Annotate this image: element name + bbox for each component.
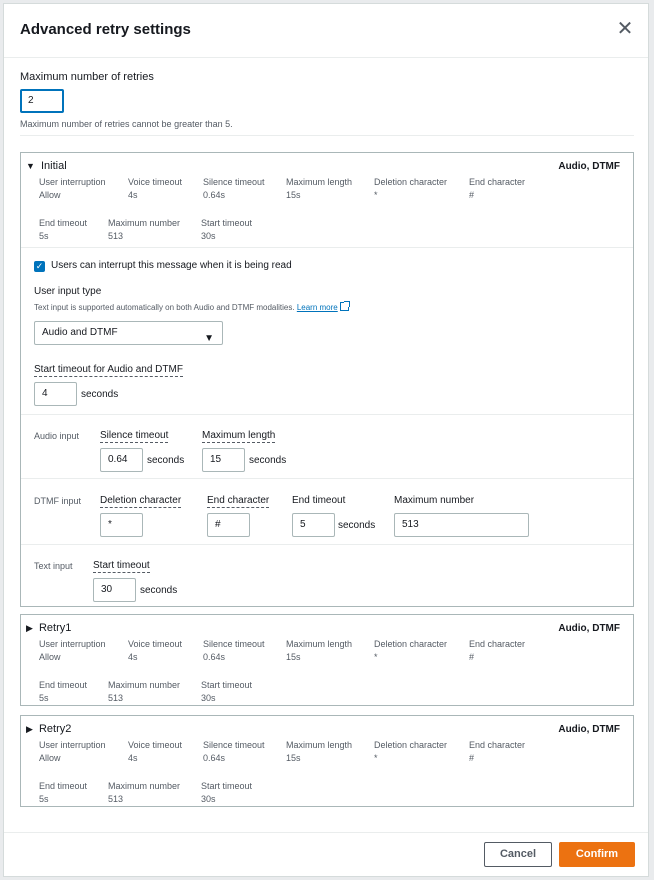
summary-label: Start timeout <box>201 781 253 791</box>
summary-value: Allow <box>39 753 61 763</box>
seconds-unit: seconds <box>81 389 119 400</box>
silence-timeout-input[interactable]: 0.64 <box>100 448 143 472</box>
caret-down-icon: ▼ <box>26 161 35 171</box>
summary-label: Deletion character <box>374 639 448 649</box>
summary-label: Silence timeout <box>203 639 265 649</box>
divider <box>21 544 633 545</box>
user-input-type-desc <box>34 301 349 312</box>
user-input-type-desc-text: Text input is supported automatically on both Audio and DTMF modalities. <box>34 303 295 312</box>
end-character-label-wrap <box>207 495 269 506</box>
maximum-number-label: Maximum number <box>394 495 475 506</box>
summary-value: Allow <box>39 190 61 200</box>
summary-value: * <box>374 190 378 200</box>
summary-label: Voice timeout <box>128 639 183 649</box>
maximum-length-input[interactable]: 15 <box>202 448 245 472</box>
summary-value: 5s <box>39 231 49 241</box>
summary-label: End character <box>469 177 526 187</box>
seconds-unit: seconds <box>140 585 178 596</box>
summary-label: Maximum length <box>286 740 353 750</box>
summary-label: User interruption <box>39 740 106 750</box>
summary-value: * <box>374 652 378 662</box>
summary-label: Maximum number <box>108 781 181 791</box>
panel-initial-header[interactable] <box>26 160 67 172</box>
summary-label: End timeout <box>39 781 88 791</box>
deletion-character-label-wrap <box>100 495 181 506</box>
end-character-label: End character <box>207 495 270 506</box>
start-timeout-input[interactable]: 4 <box>34 382 77 406</box>
panel-modality: Audio, DTMF <box>558 623 620 634</box>
interrupt-checkbox-label: Users can interrupt this message when it is being read <box>51 260 292 271</box>
dtmf-input-section-label: DTMF input <box>34 496 82 506</box>
summary-value: # <box>469 190 475 200</box>
summary-value: 30s <box>201 693 216 703</box>
summary-value: 4s <box>128 753 138 763</box>
panel-modality: Audio, DTMF <box>558 724 620 735</box>
text-start-timeout-input[interactable]: 30 <box>93 578 136 602</box>
divider <box>21 247 633 248</box>
footer-divider <box>4 832 648 833</box>
panel-retry1-header[interactable] <box>26 622 71 634</box>
summary-label: Start timeout <box>201 680 253 690</box>
seconds-unit: seconds <box>147 455 185 466</box>
max-retries-hint: Maximum number of retries cannot be greater than 5. <box>20 119 233 129</box>
max-retries-label: Maximum number of retries <box>20 71 154 83</box>
seconds-unit: seconds <box>249 455 287 466</box>
summary-value: 0.64s <box>203 753 226 763</box>
summary-label: End character <box>469 639 526 649</box>
interrupt-checkbox[interactable]: ✓ <box>35 261 44 271</box>
panel-title: Retry2 <box>38 723 72 735</box>
summary-value: 4s <box>128 652 138 662</box>
summary-label: Deletion character <box>374 177 448 187</box>
panel-retry1 <box>20 614 634 706</box>
start-timeout-label-wrap <box>34 364 183 375</box>
caret-right-icon: ▶ <box>26 623 33 633</box>
summary-value: 4s <box>128 190 138 200</box>
summary-label: Deletion character <box>374 740 448 750</box>
close-icon[interactable]: ✕ <box>616 18 634 40</box>
summary-label: Maximum number <box>108 680 181 690</box>
text-start-timeout-label: Start timeout <box>93 560 150 571</box>
summary-label: Voice timeout <box>128 740 183 750</box>
divider <box>20 135 634 136</box>
summary-label: Silence timeout <box>203 177 265 187</box>
summary-value: 15s <box>286 753 301 763</box>
panel-modality: Audio, DTMF <box>558 161 620 172</box>
silence-timeout-label: Silence timeout <box>100 430 169 441</box>
divider <box>21 414 633 415</box>
summary-value: * <box>374 753 378 763</box>
summary-label: End timeout <box>39 218 88 228</box>
modal-title: Advanced retry settings <box>20 21 191 38</box>
summary-label: Silence timeout <box>203 740 265 750</box>
summary-value: 5s <box>39 693 49 703</box>
confirm-button[interactable]: Confirm <box>559 842 635 867</box>
summary-value: 0.64s <box>203 652 226 662</box>
panel-title: Retry1 <box>38 622 72 634</box>
summary-value: 0.64s <box>203 190 226 200</box>
summary-label: Maximum number <box>108 218 181 228</box>
external-link-icon <box>340 302 349 311</box>
user-input-type-value: Audio and DTMF <box>42 327 118 338</box>
summary-label: User interruption <box>39 639 106 649</box>
divider <box>21 478 633 479</box>
end-timeout-label: End timeout <box>292 495 346 506</box>
caret-down-icon: ▼ <box>204 333 214 344</box>
summary-value: 513 <box>108 693 124 703</box>
audio-input-section-label: Audio input <box>34 431 80 441</box>
summary-value: Allow <box>39 652 61 662</box>
summary-value: 15s <box>286 190 301 200</box>
panel-retry2-header[interactable] <box>26 723 71 735</box>
user-input-type-label: User input type <box>34 286 102 297</box>
seconds-unit: seconds <box>338 520 376 531</box>
summary-label: Maximum length <box>286 177 353 187</box>
summary-value: 5s <box>39 794 49 804</box>
summary-value: # <box>469 753 475 763</box>
panel-title: Initial <box>40 160 67 172</box>
summary-value: 30s <box>201 794 216 804</box>
advanced-retry-settings-modal <box>3 3 649 877</box>
summary-value: # <box>469 652 475 662</box>
summary-label: End character <box>469 740 526 750</box>
deletion-character-input[interactable]: * <box>100 513 143 537</box>
user-input-type-select[interactable] <box>34 321 223 345</box>
text-start-timeout-label-wrap <box>93 560 150 571</box>
maximum-number-input[interactable]: 513 <box>394 513 529 537</box>
summary-value: 15s <box>286 652 301 662</box>
silence-timeout-label-wrap <box>100 430 168 441</box>
cancel-button[interactable]: Cancel <box>484 842 552 867</box>
summary-label: End timeout <box>39 680 88 690</box>
maximum-length-label-wrap <box>202 430 275 441</box>
deletion-character-label: Deletion character <box>100 495 182 506</box>
text-input-section-label: Text input <box>34 561 73 571</box>
maximum-length-label: Maximum length <box>202 430 276 441</box>
summary-value: 30s <box>201 231 216 241</box>
summary-label: Maximum length <box>286 639 353 649</box>
panel-initial <box>20 152 634 607</box>
start-timeout-label: Start timeout for Audio and DTMF <box>34 364 183 375</box>
summary-label: User interruption <box>39 177 106 187</box>
summary-value: 513 <box>108 794 124 804</box>
modal-header <box>4 4 648 58</box>
end-timeout-input[interactable]: 5 <box>292 513 335 537</box>
summary-label: Voice timeout <box>128 177 183 187</box>
summary-value: 513 <box>108 231 124 241</box>
end-character-input[interactable]: # <box>207 513 250 537</box>
panel-retry2 <box>20 715 634 807</box>
summary-label: Start timeout <box>201 218 253 228</box>
max-retries-input[interactable]: 2 <box>20 89 64 113</box>
caret-right-icon: ▶ <box>26 724 33 734</box>
learn-more-link[interactable]: Learn more <box>296 303 338 312</box>
